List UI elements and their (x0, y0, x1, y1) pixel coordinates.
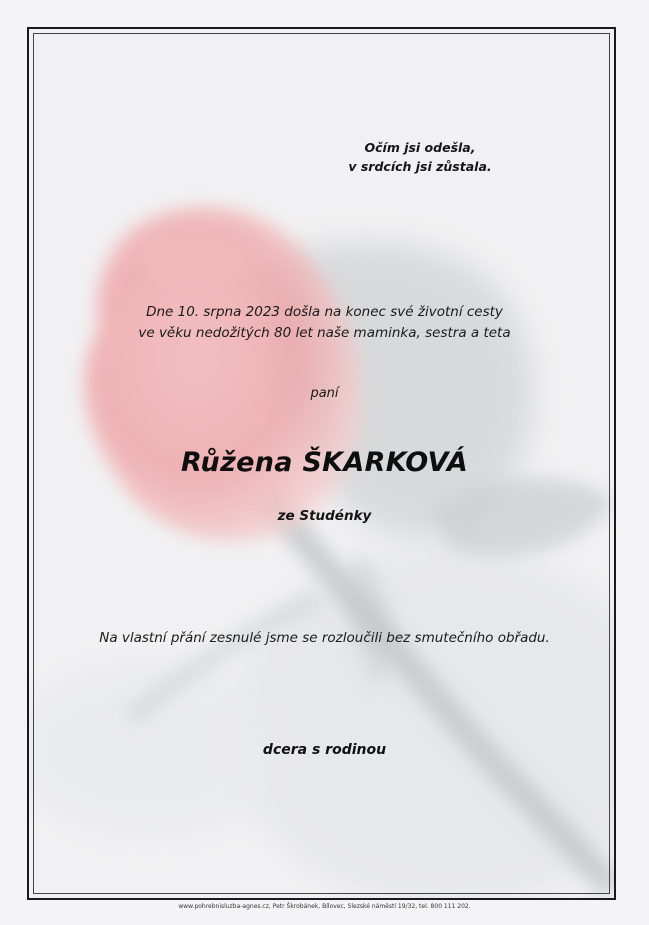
footer-contact: www.pohrebnisluzba-agnes.cz, Petr Škrobánek, Bílovec, Slezské náměstí 19/32, tel. 800 111 202. (178, 903, 471, 910)
announcement (0, 302, 649, 344)
signature: dcera s rodinou (262, 742, 387, 758)
motto-line-2: v srdcích jsi zůstala. (348, 159, 492, 174)
motto (340, 138, 500, 176)
deceased-origin: ze Studénky (277, 508, 372, 524)
honorific: paní (310, 386, 339, 401)
announcement-line-1: Dne 10. srpna 2023 došla na konec své životní cesty (146, 304, 503, 320)
announcement-line-2: ve věku nedožitých 80 let naše maminka, sestra a teta (138, 325, 511, 341)
motto-line-1: Očím jsi odešla, (364, 140, 476, 155)
deceased-name: Růžena ŠKARKOVÁ (180, 447, 469, 478)
farewell-note: Na vlastní přání zesnulé jsme se rozloučili bez smutečního obřadu. (99, 630, 550, 646)
